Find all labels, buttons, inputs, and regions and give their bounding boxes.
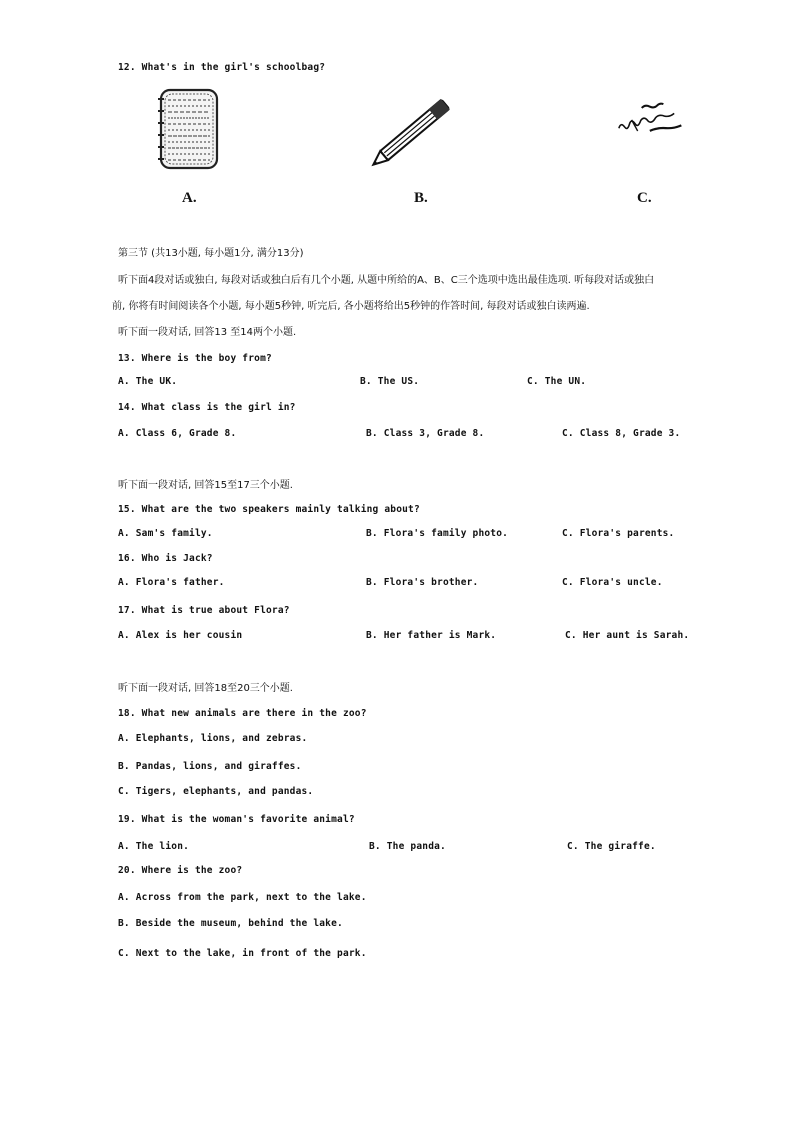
q18-option-b[interactable]: B. Pandas, lions, and giraffes.	[118, 761, 302, 772]
group1-intro: 听下面一段对话, 回答13 至14两个小题.	[118, 327, 297, 338]
q12-question: 12. What's in the girl's schoolbag?	[118, 62, 326, 73]
q15-option-c[interactable]: C. Flora's parents.	[562, 528, 675, 539]
q17-option-b[interactable]: B. Her father is Mark.	[366, 630, 497, 641]
q17-option-a[interactable]: A. Alex is her cousin	[118, 630, 243, 641]
note-image	[614, 100, 694, 140]
q20-option-a[interactable]: A. Across from the park, next to the lake.	[118, 892, 367, 903]
section-instructions-line1: 听下面4段对话或独白, 每段对话或独白后有几个小题, 从题中所给的A、B、C三个选项中选出最佳选项. 听每段对话或独白	[118, 275, 655, 286]
q20-option-c[interactable]: C. Next to the lake, in front of the park.	[118, 948, 367, 959]
q16-option-c[interactable]: C. Flora's uncle.	[562, 577, 663, 588]
q20-option-b[interactable]: B. Beside the museum, behind the lake.	[118, 918, 343, 929]
section-instructions-line2: 前, 你将有时间阅读各个小题, 每小题5秒钟, 听完后, 各小题将给出5秒钟的作答时间, 每段对话或独白读两遍.	[112, 301, 590, 312]
group2-intro: 听下面一段对话, 回答15至17三个小题.	[118, 480, 293, 491]
section-title: 第三节 (共13小题, 每小题1分, 满分13分)	[118, 248, 304, 259]
q19-option-a[interactable]: A. The lion.	[118, 841, 190, 852]
q19-question: 19. What is the woman's favorite animal?	[118, 814, 355, 825]
q15-option-a[interactable]: A. Sam's family.	[118, 528, 213, 539]
q12-label-b: B.	[414, 190, 428, 206]
q13-option-b[interactable]: B. The US.	[360, 376, 420, 387]
q18-option-c[interactable]: C. Tigers, elephants, and pandas.	[118, 786, 314, 797]
q12-label-c: C.	[637, 190, 652, 206]
q13-question: 13. Where is the boy from?	[118, 353, 272, 364]
q15-question: 15. What are the two speakers mainly talking about?	[118, 504, 420, 515]
handwritten-note-icon	[614, 100, 694, 140]
q16-option-b[interactable]: B. Flora's brother.	[366, 577, 479, 588]
q13-option-a[interactable]: A. The UK.	[118, 376, 178, 387]
notebook-image	[156, 86, 222, 172]
group3-intro: 听下面一段对话, 回答18至20三个小题.	[118, 683, 293, 694]
q14-option-b[interactable]: B. Class 3, Grade 8.	[366, 428, 485, 439]
q19-option-b[interactable]: B. The panda.	[369, 841, 446, 852]
q13-option-c[interactable]: C. The UN.	[527, 376, 587, 387]
notebook-icon	[156, 86, 222, 172]
q18-question: 18. What new animals are there in the zoo?	[118, 708, 367, 719]
pen-icon	[366, 82, 468, 174]
q16-option-a[interactable]: A. Flora's father.	[118, 577, 225, 588]
q17-question: 17. What is true about Flora?	[118, 605, 290, 616]
q20-question: 20. Where is the zoo?	[118, 865, 243, 876]
q19-option-c[interactable]: C. The giraffe.	[567, 841, 656, 852]
q17-option-c[interactable]: C. Her aunt is Sarah.	[565, 630, 690, 641]
q14-option-a[interactable]: A. Class 6, Grade 8.	[118, 428, 237, 439]
q18-option-a[interactable]: A. Elephants, lions, and zebras.	[118, 733, 308, 744]
q14-question: 14. What class is the girl in?	[118, 402, 296, 413]
q12-label-a: A.	[182, 190, 197, 206]
q14-option-c[interactable]: C. Class 8, Grade 3.	[562, 428, 681, 439]
q15-option-b[interactable]: B. Flora's family photo.	[366, 528, 509, 539]
pen-image	[366, 82, 468, 174]
q16-question: 16. Who is Jack?	[118, 553, 213, 564]
